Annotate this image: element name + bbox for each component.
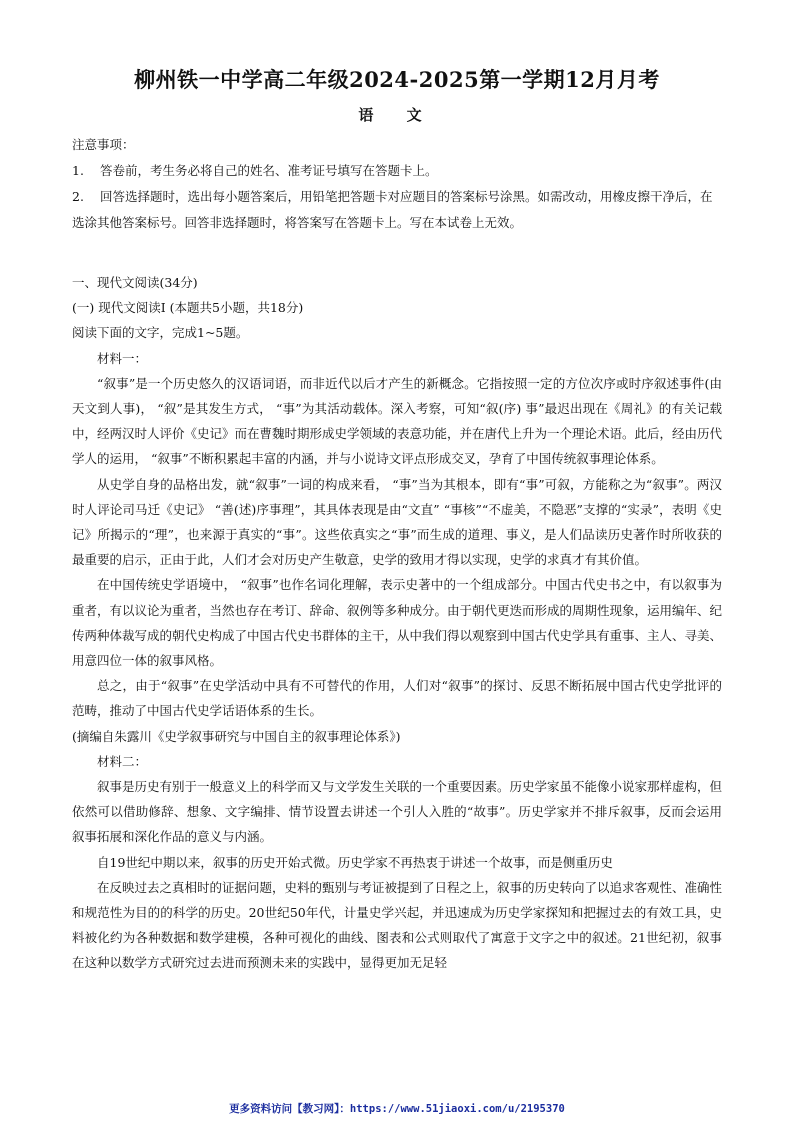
material1-paragraph: 从史学自身的品格出发，就“叙事”一词的构成来看， “事”当为其根本，即有“事”可叙，方能称之为“叙事”。两汉时人评论司马迁《史记》 “善(述)序事理”，其具体表现是由“文直” “事核”“不虚美，不隐恶”支撑的“实录”，表明《史记》所揭示的“理”，也来源于真实的“事”。这些依真实之“事”而生成的道理、事义，是人们品读历史著作时所收获的最重要的启示，正由于此，人们才会对历史产生敬意，史学的致用才得以实现，史学的求真才有其价值。 — [72, 476, 722, 568]
material1-paragraph: “叙事”是一个历史悠久的汉语词语，而非近代以后才产生的新概念。它指按照一定的方位次序或时序叙述事件(由天文到人事)， “叙”是其发生方式， “事”为其活动载体。深入考察，可知“叙(序) 事”最迟出现在《周礼》的有关记载中，经两汉时人评价《史记》而在曹魏时期形成史学领域的表意功能，并在唐代上升为一个理论术语。此后，经由历代学人的运用， “叙事”不断积累起丰富的内涵，并与小说诗文评点形成交叉，孕育了中国传统叙事理论体系。 — [72, 375, 723, 467]
subject-title: 语 文 — [358, 106, 436, 124]
exam-notes — [72, 132, 722, 236]
material2-paragraph: 在反映过去之真相时的证据问题，史料的甄别与考证被提到了日程之上，叙事的历史转向了以追求客观性、准确性和规范性为目的的科学的历史。20世纪50年代，计量史学兴起，并迅速成为历史学家探知和把握过去的有效工具，史料被化约为各种数据和数学建模，各种可视化的曲线、图表和公式则取代了寓意于文字之中的叙述。21世纪初，叙事在这种以数学方式研究过去进而预测未来的实践中，显得更加无足轻 — [72, 879, 723, 971]
material1-paragraph: 总之，由于“叙事”在史学活动中具有不可替代的作用，人们对“叙事”的探讨、反思不断拓展中国古代史学批评的范畴，推动了中国古代史学话语体系的生长。 — [72, 678, 722, 719]
material2-paragraph: 叙事是历史有别于一般意义上的科学而又与文学发生关联的一个重要因素。历史学家虽不能像小说家那样虚构，但依然可以借助修辞、想象、文字编排、情节设置去讲述一个引人入胜的“故事”。历史学家并不排斥叙事，反而会运用叙事拓展和深化作品的意义与内涵。 — [72, 779, 723, 845]
note-text: 答卷前，考生务必将自己的姓名、准考证号填写在答题卡上。 — [100, 163, 438, 178]
material1-paragraph: 在中国传统史学语境中， “叙事”也作名词化理解，表示史著中的一个组成部分。中国古代史书之中，有以叙事为重者，有以议论为重者，当然也存在考订、辞命、叙例等多种成分。由于朝代更迭而形成的周期性现象，运用编年、纪传两种体裁写成的朝代史构成了中国古代史书群体的主干，从中我们得以观察到中国古代史学具有重事、主人、寻美、用意四位一体的叙事风格。 — [72, 577, 723, 669]
footer-link[interactable]: 更多资料访问【教习网】：https://www.51jiaoxi.com/u/2195370 — [229, 1103, 565, 1115]
material2-label: 材料二： — [97, 753, 148, 769]
section-heading: 一、现代文阅读(34分) — [72, 275, 198, 290]
material1-label: 材料一： — [97, 350, 148, 366]
material1-source: (摘编自朱露川《史学叙事研究与中国自主的叙事理论体系》) — [72, 728, 401, 744]
section-instruction: 阅读下面的文字，完成1~5题。 — [72, 325, 249, 341]
exam-title: 柳州铁一中学高二年级2024-2025第一学期12月月考 — [134, 67, 660, 92]
note-text: 回答选择题时，选出每小题答案后，用铅笔把答题卡对应题目的答案标号涂黑。如需改动，用橡皮擦干净后，在选涂其他答案标号。回答非选择题时，将答案写在答题卡上。写在本试卷上无效。 — [72, 189, 713, 230]
section-subheading: (一) 现代文阅读Ⅰ (本题共5小题，共18分) — [72, 300, 304, 316]
note-number: 1. — [72, 163, 84, 178]
reading-section — [72, 270, 722, 976]
material2-paragraph: 自19世纪中期以来，叙事的历史开始式微。历史学家不再热衷于讲述一个故事，而是侧重历史 — [97, 854, 613, 870]
note-number: 2. — [72, 189, 84, 204]
notes-heading: 注意事项： — [72, 137, 135, 152]
note-item — [72, 184, 722, 236]
note-item — [72, 158, 722, 184]
